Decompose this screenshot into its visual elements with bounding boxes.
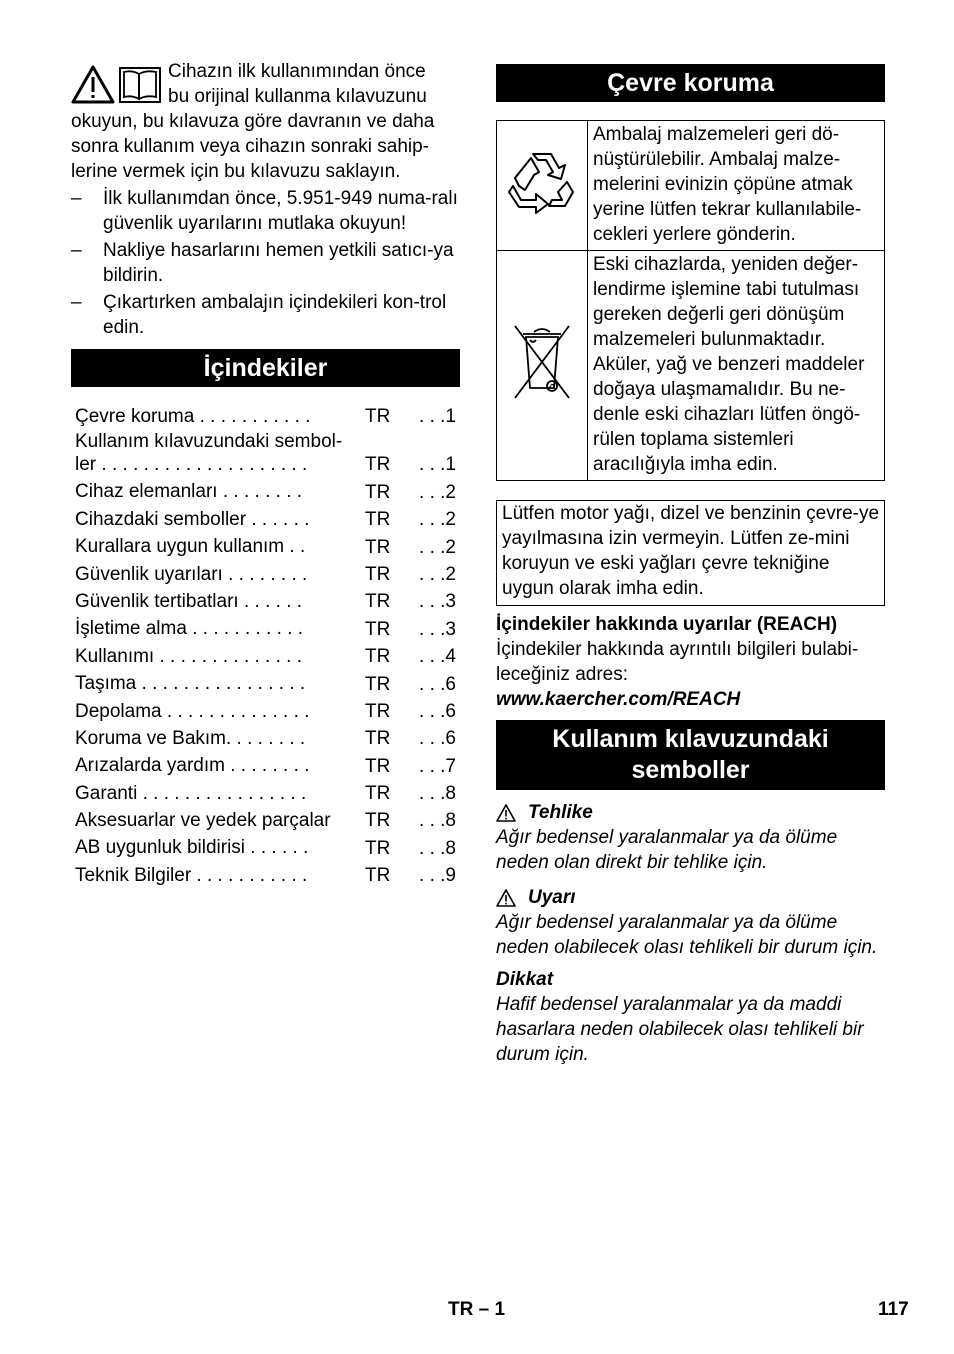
env-heading: Çevre koruma bbox=[496, 64, 885, 102]
reach-heading: İçindekiler hakkında uyarılar (REACH) bbox=[496, 614, 838, 635]
weee-icon-cell bbox=[497, 251, 588, 481]
toc-row[interactable]: İşletime alma . . . . . . . . . . . TR . . .3 bbox=[75, 618, 456, 640]
reach-link[interactable]: www.kaercher.com/REACH bbox=[496, 689, 741, 710]
bin-recycle-glyph: ♻ bbox=[548, 383, 556, 391]
warning-triangle-icon bbox=[496, 889, 516, 907]
warning-triangle-icon bbox=[496, 804, 516, 822]
toc-row[interactable]: AB uygunluk bildirisi . . . . . . TR . . .8 bbox=[75, 837, 456, 859]
warning-manual-icon bbox=[71, 65, 163, 105]
weee-text: Eski cihazlarda, yeniden değer-lendirme işlemine tabi tutulması gereken değerli geri dönüşüm malzemeleri bulunmaktadır. Aküler, yağ ve benzeri maddeler doğaya ulaşmamalıdır. Bu ne-denle eski cihazları lütfen öngö-rülen toplama sistemleri aracılığıyla imha edin. bbox=[588, 251, 885, 481]
toc-row[interactable]: Arızalarda yardım . . . . . . . . TR . . .7 bbox=[75, 755, 456, 777]
toc-row[interactable]: Aksesuarlar ve yedek parçalar TR . . .8 bbox=[75, 810, 456, 832]
dash-bullet: – bbox=[71, 240, 82, 261]
toc-row[interactable]: Kurallara uygun kullanım . . TR . . .2 bbox=[75, 536, 456, 558]
caution-heading: Dikkat bbox=[496, 969, 554, 990]
toc-row[interactable]: Taşıma . . . . . . . . . . . . . . . . TR . . .6 bbox=[75, 673, 456, 695]
footer-code: TR – 1 bbox=[448, 1299, 506, 1320]
reach-text: İçindekiler hakkında ayrıntılı bilgileri bulabi-leceğiniz adres: bbox=[496, 639, 859, 685]
intro-line-2: bu orijinal kullanma kılavuzunu bbox=[168, 86, 427, 107]
toc-row[interactable]: Depolama . . . . . . . . . . . . . . TR . . .6 bbox=[75, 700, 456, 722]
symbols-heading: Kullanım kılavuzundaki semboller bbox=[496, 720, 885, 790]
toc-row[interactable]: Koruma ve Bakım. . . . . . . . TR . . .6 bbox=[75, 727, 456, 750]
caution-text: Hafif bedensel yaralanmalar ya da maddi hasarlara neden olabilecek olası tehlikeli bir durum için. bbox=[496, 994, 864, 1065]
toc-heading: İçindekiler bbox=[71, 349, 460, 387]
env-table bbox=[496, 120, 885, 481]
list-item: – Çıkartırken ambalajın içindekileri kon-trol edin. bbox=[71, 292, 447, 338]
right-column bbox=[496, 64, 885, 1067]
table-row bbox=[497, 251, 885, 481]
left-column bbox=[71, 59, 460, 889]
recycle-text: Ambalaj malzemeleri geri dö-nüştürülebilir. Ambalaj malze-melerini evinizin çöpüne atmak yerine lütfen tekrar kullanılabile-cekleri yerlere gönderin. bbox=[588, 121, 885, 251]
warning-text: Ağır bedensel yaralanmalar ya da ölüme neden olabilecek olası tehlikeli bir durum için. bbox=[496, 912, 878, 958]
recycle-icon bbox=[505, 146, 579, 218]
dash-bullet: – bbox=[71, 292, 82, 313]
intro-line-1: Cihazın ilk kullanımından önce bbox=[168, 61, 426, 82]
toc-row[interactable]: Teknik Bilgiler . . . . . . . . . . . TR . . .9 bbox=[75, 864, 456, 887]
toc-row[interactable]: Çevre koruma . . . . . . . . . . . TR . . .1 bbox=[75, 406, 456, 428]
intro-paragraph bbox=[71, 59, 460, 184]
table-row bbox=[497, 121, 885, 251]
list-item: – Nakliye hasarlarını hemen yetkili satıcı-ya bildirin. bbox=[71, 240, 454, 286]
intro-rest: okuyun, bu kılavuza göre davranın ve daha sonra kullanım veya cihazın sonraki sahip-lerine vermek için bu kılavuzu saklayın. bbox=[71, 111, 435, 182]
toc-row[interactable]: Kullanımı . . . . . . . . . . . . . . TR . . .4 bbox=[75, 645, 456, 668]
toc-row[interactable]: Kullanım kılavuzundaki sembol- ler . . . . . . . . . . . . . . . . . . . . TR . . .1 bbox=[75, 431, 456, 476]
warning-heading: Uyarı bbox=[496, 885, 885, 910]
toc-row[interactable]: Cihazdaki semboller . . . . . . TR . . .2 bbox=[75, 508, 456, 531]
oil-notice-box: Lütfen motor yağı, dizel ve benzinin çevre-ye yayılmasına izin vermeyin. Lütfen ze-mini koruyun ve eski yağları çevre tekniğine uygun olarak imha edin. bbox=[496, 500, 885, 606]
intro-bullet-list bbox=[71, 186, 460, 340]
page-number: 117 bbox=[878, 1299, 909, 1320]
toc-row[interactable]: Güvenlik tertibatları . . . . . . TR . . .3 bbox=[75, 590, 456, 613]
toc-row[interactable]: Güvenlik uyarıları . . . . . . . . TR . . .2 bbox=[75, 563, 456, 585]
table-of-contents bbox=[75, 403, 456, 889]
list-item: – İlk kullanımdan önce, 5.951-949 numa-ralı güvenlik uyarılarını mutlaka okuyun! bbox=[71, 188, 458, 234]
crossed-bin-icon bbox=[507, 322, 577, 402]
danger-heading: Tehlike bbox=[496, 800, 885, 825]
danger-text: Ağır bedensel yaralanmalar ya da ölüme neden olan direkt bir tehlike için. bbox=[496, 827, 838, 873]
toc-row[interactable]: Garanti . . . . . . . . . . . . . . . . TR . . .8 bbox=[75, 782, 456, 805]
dash-bullet: – bbox=[71, 188, 82, 209]
toc-row[interactable]: Cihaz elemanları . . . . . . . . TR . . .2 bbox=[75, 481, 456, 503]
recycle-icon-cell bbox=[497, 121, 588, 251]
